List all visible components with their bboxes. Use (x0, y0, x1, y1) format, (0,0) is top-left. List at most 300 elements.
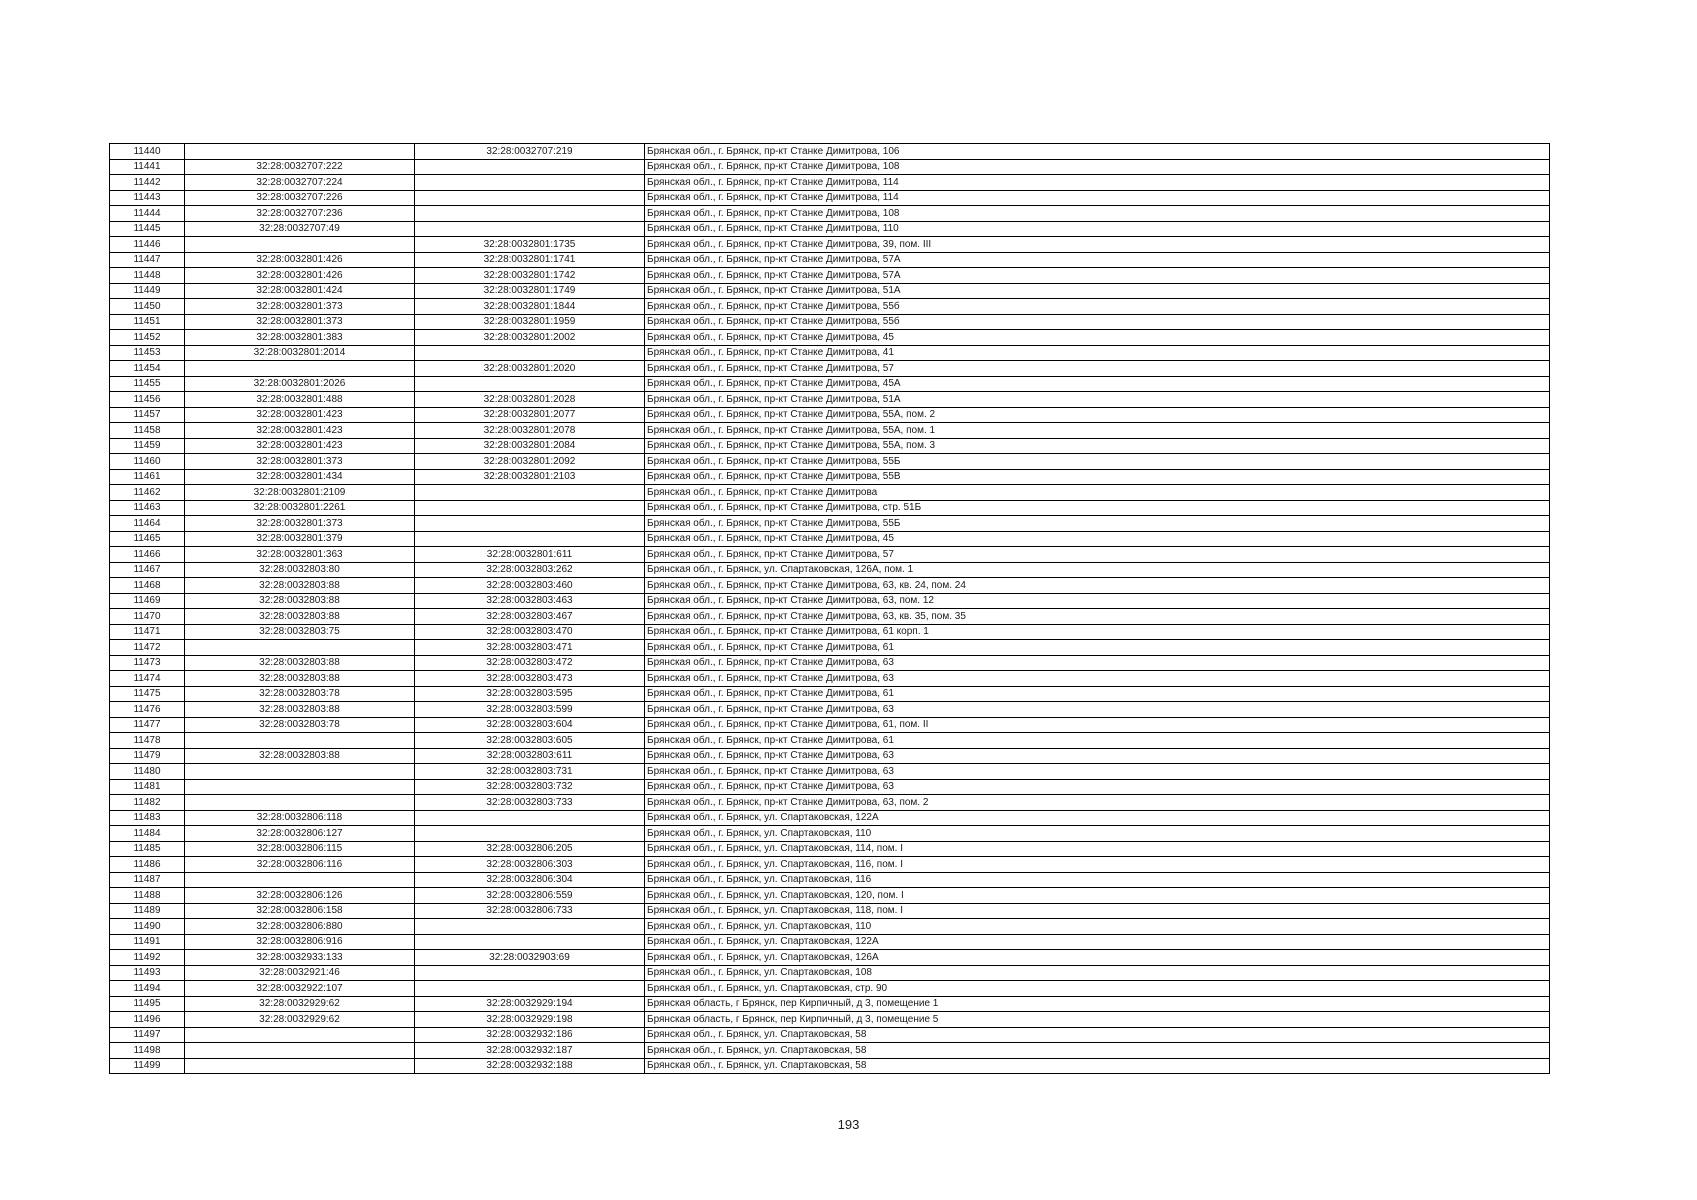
address-cell: Брянская обл., г. Брянск, пр-кт Станке Димитрова, 51А (645, 392, 1550, 408)
object-cadastral-number-cell (415, 531, 645, 547)
address-cell: Брянская обл., г. Брянск, пр-кт Станке Димитрова, 63 (645, 748, 1550, 764)
cadastral-number-cell (185, 237, 415, 253)
address-cell: Брянская обл., г. Брянск, ул. Спартаковская, 126А (645, 950, 1550, 966)
object-cadastral-number-cell: 32:28:0032903:69 (415, 950, 645, 966)
object-cadastral-number-cell: 32:28:0032932:187 (415, 1043, 645, 1059)
object-cadastral-number-cell: 32:28:0032803:611 (415, 748, 645, 764)
row-number-cell: 11448 (110, 268, 185, 284)
cadastral-number-cell: 32:28:0032806:115 (185, 841, 415, 857)
cadastral-number-cell (185, 1043, 415, 1059)
table-row (110, 671, 1550, 687)
page-number: 193 (837, 1117, 860, 1132)
cadastral-number-cell: 32:28:0032803:78 (185, 686, 415, 702)
row-number-cell: 11490 (110, 919, 185, 935)
table-row (110, 841, 1550, 857)
row-number-cell: 11498 (110, 1043, 185, 1059)
cadastral-number-cell (185, 764, 415, 780)
cadastral-number-cell: 32:28:0032929:62 (185, 996, 415, 1012)
address-cell: Брянская обл., г. Брянск, пр-кт Станке Димитрова, 45 (645, 330, 1550, 346)
address-cell: Брянская обл., г. Брянск, пр-кт Станке Димитрова, 63, пом. 12 (645, 593, 1550, 609)
row-number-cell: 11489 (110, 903, 185, 919)
object-cadastral-number-cell (415, 485, 645, 501)
object-cadastral-number-cell: 32:28:0032801:2077 (415, 407, 645, 423)
address-cell: Брянская обл., г. Брянск, пр-кт Станке Димитрова, 114 (645, 190, 1550, 206)
address-cell: Брянская обл., г. Брянск, ул. Спартаковская, 114, пом. I (645, 841, 1550, 857)
row-number-cell: 11475 (110, 686, 185, 702)
cadastral-number-cell: 32:28:0032801:423 (185, 423, 415, 439)
row-number-cell: 11488 (110, 888, 185, 904)
address-cell: Брянская обл., г. Брянск, ул. Спартаковская, 58 (645, 1043, 1550, 1059)
address-cell: Брянская обл., г. Брянск, ул. Спартаковская, 116, пом. I (645, 857, 1550, 873)
row-number-cell: 11465 (110, 531, 185, 547)
object-cadastral-number-cell (415, 190, 645, 206)
row-number-cell: 11442 (110, 175, 185, 191)
table-row (110, 376, 1550, 392)
registry-table (109, 143, 1550, 1074)
table-row (110, 252, 1550, 268)
row-number-cell: 11487 (110, 872, 185, 888)
object-cadastral-number-cell: 32:28:0032801:1959 (415, 314, 645, 330)
table-row (110, 578, 1550, 594)
object-cadastral-number-cell: 32:28:0032801:2078 (415, 423, 645, 439)
table-row (110, 407, 1550, 423)
table-row (110, 826, 1550, 842)
address-cell: Брянская обл., г. Брянск, пр-кт Станке Димитрова, 57А (645, 252, 1550, 268)
cadastral-number-cell: 32:28:0032707:226 (185, 190, 415, 206)
row-number-cell: 11457 (110, 407, 185, 423)
cadastral-number-cell: 32:28:0032801:424 (185, 283, 415, 299)
row-number-cell: 11450 (110, 299, 185, 315)
table-row (110, 996, 1550, 1012)
address-cell: Брянская обл., г. Брянск, пр-кт Станке Димитрова (645, 485, 1550, 501)
table-row (110, 454, 1550, 470)
address-cell: Брянская обл., г. Брянск, пр-кт Станке Димитрова, 63 (645, 779, 1550, 795)
table-row (110, 779, 1550, 795)
table-row (110, 469, 1550, 485)
table-row (110, 361, 1550, 377)
cadastral-number-cell: 32:28:0032803:75 (185, 624, 415, 640)
table-row (110, 423, 1550, 439)
table-row (110, 903, 1550, 919)
cadastral-number-cell: 32:28:0032806:127 (185, 826, 415, 842)
address-cell: Брянская обл., г. Брянск, пр-кт Станке Димитрова, 55А, пом. 2 (645, 407, 1550, 423)
address-cell: Брянская обл., г. Брянск, пр-кт Станке Димитрова, 63 (645, 702, 1550, 718)
cadastral-number-cell (185, 361, 415, 377)
cadastral-number-cell: 32:28:0032707:224 (185, 175, 415, 191)
registry-table-body (110, 144, 1550, 1074)
row-number-cell: 11478 (110, 733, 185, 749)
object-cadastral-number-cell: 32:28:0032803:595 (415, 686, 645, 702)
object-cadastral-number-cell: 32:28:0032801:2084 (415, 438, 645, 454)
object-cadastral-number-cell: 32:28:0032803:460 (415, 578, 645, 594)
row-number-cell: 11482 (110, 795, 185, 811)
row-number-cell: 11476 (110, 702, 185, 718)
address-cell: Брянская обл., г. Брянск, пр-кт Станке Димитрова, 55А, пом. 1 (645, 423, 1550, 439)
address-cell: Брянская обл., г. Брянск, пр-кт Станке Димитрова, 55Б (645, 454, 1550, 470)
table-row (110, 655, 1550, 671)
table-row (110, 950, 1550, 966)
object-cadastral-number-cell: 32:28:0032803:473 (415, 671, 645, 687)
address-cell: Брянская обл., г. Брянск, пр-кт Станке Димитрова, 63 (645, 655, 1550, 671)
object-cadastral-number-cell (415, 826, 645, 842)
address-cell: Брянская обл., г. Брянск, ул. Спартаковская, 120, пом. I (645, 888, 1550, 904)
object-cadastral-number-cell (415, 206, 645, 222)
table-row (110, 175, 1550, 191)
object-cadastral-number-cell: 32:28:0032806:205 (415, 841, 645, 857)
row-number-cell: 11485 (110, 841, 185, 857)
address-cell: Брянская обл., г. Брянск, пр-кт Станке Димитрова, 57А (645, 268, 1550, 284)
object-cadastral-number-cell: 32:28:0032803:463 (415, 593, 645, 609)
cadastral-number-cell: 32:28:0032801:373 (185, 314, 415, 330)
table-row (110, 872, 1550, 888)
cadastral-number-cell: 32:28:0032803:88 (185, 609, 415, 625)
row-number-cell: 11494 (110, 981, 185, 997)
row-number-cell: 11459 (110, 438, 185, 454)
cadastral-number-cell: 32:28:0032801:426 (185, 268, 415, 284)
address-cell: Брянская обл., г. Брянск, ул. Спартаковская, 58 (645, 1058, 1550, 1074)
row-number-cell: 11461 (110, 469, 185, 485)
row-number-cell: 11466 (110, 547, 185, 563)
cadastral-number-cell (185, 144, 415, 160)
table-row (110, 221, 1550, 237)
row-number-cell: 11462 (110, 485, 185, 501)
row-number-cell: 11453 (110, 345, 185, 361)
row-number-cell: 11468 (110, 578, 185, 594)
cadastral-number-cell: 32:28:0032801:2014 (185, 345, 415, 361)
row-number-cell: 11495 (110, 996, 185, 1012)
table-row (110, 237, 1550, 253)
table-row (110, 686, 1550, 702)
table-row (110, 392, 1550, 408)
row-number-cell: 11472 (110, 640, 185, 656)
cadastral-number-cell: 32:28:0032806:116 (185, 857, 415, 873)
row-number-cell: 11456 (110, 392, 185, 408)
cadastral-number-cell: 32:28:0032707:49 (185, 221, 415, 237)
address-cell: Брянская обл., г. Брянск, пр-кт Станке Димитрова, 55Б (645, 516, 1550, 532)
row-number-cell: 11481 (110, 779, 185, 795)
table-row (110, 144, 1550, 160)
row-number-cell: 11446 (110, 237, 185, 253)
table-row (110, 888, 1550, 904)
object-cadastral-number-cell: 32:28:0032806:304 (415, 872, 645, 888)
object-cadastral-number-cell: 32:28:0032801:2092 (415, 454, 645, 470)
address-cell: Брянская обл., г. Брянск, ул. Спартаковская, 110 (645, 919, 1550, 935)
object-cadastral-number-cell: 32:28:0032806:303 (415, 857, 645, 873)
cadastral-number-cell: 32:28:0032803:88 (185, 655, 415, 671)
address-cell: Брянская обл., г. Брянск, пр-кт Станке Димитрова, 57 (645, 547, 1550, 563)
object-cadastral-number-cell: 32:28:0032803:732 (415, 779, 645, 795)
address-cell: Брянская обл., г. Брянск, пр-кт Станке Димитрова, 57 (645, 361, 1550, 377)
object-cadastral-number-cell: 32:28:0032932:186 (415, 1027, 645, 1043)
cadastral-number-cell (185, 779, 415, 795)
row-number-cell: 11467 (110, 562, 185, 578)
row-number-cell: 11449 (110, 283, 185, 299)
cadastral-number-cell: 32:28:0032801:2109 (185, 485, 415, 501)
object-cadastral-number-cell: 32:28:0032801:2020 (415, 361, 645, 377)
table-row (110, 733, 1550, 749)
cadastral-number-cell: 32:28:0032707:222 (185, 159, 415, 175)
row-number-cell: 11445 (110, 221, 185, 237)
cadastral-number-cell: 32:28:0032806:118 (185, 810, 415, 826)
cadastral-number-cell (185, 1027, 415, 1043)
cadastral-number-cell: 32:28:0032801:423 (185, 407, 415, 423)
object-cadastral-number-cell (415, 175, 645, 191)
row-number-cell: 11451 (110, 314, 185, 330)
cadastral-number-cell (185, 1058, 415, 1074)
object-cadastral-number-cell: 32:28:0032803:467 (415, 609, 645, 625)
row-number-cell: 11471 (110, 624, 185, 640)
object-cadastral-number-cell: 32:28:0032803:731 (415, 764, 645, 780)
row-number-cell: 11497 (110, 1027, 185, 1043)
cadastral-number-cell: 32:28:0032801:2026 (185, 376, 415, 392)
object-cadastral-number-cell: 32:28:0032929:198 (415, 1012, 645, 1028)
table-row (110, 345, 1550, 361)
row-number-cell: 11473 (110, 655, 185, 671)
table-row (110, 934, 1550, 950)
cadastral-number-cell: 32:28:0032803:88 (185, 578, 415, 594)
cadastral-number-cell: 32:28:0032933:133 (185, 950, 415, 966)
address-cell: Брянская обл., г. Брянск, пр-кт Станке Димитрова, 55б (645, 314, 1550, 330)
cadastral-number-cell: 32:28:0032806:126 (185, 888, 415, 904)
table-row (110, 562, 1550, 578)
object-cadastral-number-cell (415, 810, 645, 826)
object-cadastral-number-cell: 32:28:0032929:194 (415, 996, 645, 1012)
object-cadastral-number-cell: 32:28:0032801:1844 (415, 299, 645, 315)
row-number-cell: 11484 (110, 826, 185, 842)
object-cadastral-number-cell (415, 981, 645, 997)
address-cell: Брянская обл., г. Брянск, ул. Спартаковская, 122А (645, 934, 1550, 950)
address-cell: Брянская обл., г. Брянск, ул. Спартаковская, 122А (645, 810, 1550, 826)
address-cell: Брянская обл., г. Брянск, пр-кт Станке Димитрова, 39, пом. III (645, 237, 1550, 253)
row-number-cell: 11499 (110, 1058, 185, 1074)
address-cell: Брянская область, г Брянск, пер Кирпичный, д 3, помещение 1 (645, 996, 1550, 1012)
row-number-cell: 11474 (110, 671, 185, 687)
address-cell: Брянская обл., г. Брянск, пр-кт Станке Димитрова, 61 (645, 686, 1550, 702)
table-row (110, 609, 1550, 625)
address-cell: Брянская обл., г. Брянск, пр-кт Станке Димитрова, 61, пом. II (645, 717, 1550, 733)
row-number-cell: 11452 (110, 330, 185, 346)
address-cell: Брянская обл., г. Брянск, пр-кт Станке Димитрова, 45А (645, 376, 1550, 392)
object-cadastral-number-cell: 32:28:0032806:733 (415, 903, 645, 919)
object-cadastral-number-cell: 32:28:0032803:262 (415, 562, 645, 578)
row-number-cell: 11479 (110, 748, 185, 764)
cadastral-number-cell: 32:28:0032803:88 (185, 593, 415, 609)
cadastral-number-cell: 32:28:0032803:78 (185, 717, 415, 733)
table-row (110, 438, 1550, 454)
table-row (110, 299, 1550, 315)
table-row (110, 981, 1550, 997)
row-number-cell: 11477 (110, 717, 185, 733)
address-cell: Брянская обл., г. Брянск, пр-кт Станке Димитрова, 110 (645, 221, 1550, 237)
object-cadastral-number-cell (415, 965, 645, 981)
table-row (110, 500, 1550, 516)
row-number-cell: 11483 (110, 810, 185, 826)
address-cell: Брянская обл., г. Брянск, пр-кт Станке Димитрова, 114 (645, 175, 1550, 191)
table-row (110, 531, 1550, 547)
object-cadastral-number-cell: 32:28:0032803:470 (415, 624, 645, 640)
cadastral-number-cell: 32:28:0032801:373 (185, 516, 415, 532)
cadastral-number-cell: 32:28:0032806:880 (185, 919, 415, 935)
row-number-cell: 11480 (110, 764, 185, 780)
row-number-cell: 11454 (110, 361, 185, 377)
object-cadastral-number-cell: 32:28:0032806:559 (415, 888, 645, 904)
table-row (110, 1058, 1550, 1074)
object-cadastral-number-cell: 32:28:0032803:604 (415, 717, 645, 733)
object-cadastral-number-cell: 32:28:0032803:599 (415, 702, 645, 718)
object-cadastral-number-cell (415, 376, 645, 392)
object-cadastral-number-cell: 32:28:0032801:1742 (415, 268, 645, 284)
address-cell: Брянская обл., г. Брянск, ул. Спартаковская, 108 (645, 965, 1550, 981)
cadastral-number-cell: 32:28:0032922:107 (185, 981, 415, 997)
table-row (110, 1027, 1550, 1043)
table-row (110, 1043, 1550, 1059)
object-cadastral-number-cell: 32:28:0032803:733 (415, 795, 645, 811)
object-cadastral-number-cell: 32:28:0032801:1735 (415, 237, 645, 253)
table-row (110, 748, 1550, 764)
address-cell: Брянская обл., г. Брянск, ул. Спартаковская, 58 (645, 1027, 1550, 1043)
object-cadastral-number-cell: 32:28:0032801:2002 (415, 330, 645, 346)
table-row (110, 330, 1550, 346)
object-cadastral-number-cell: 32:28:0032707:219 (415, 144, 645, 160)
object-cadastral-number-cell: 32:28:0032801:2103 (415, 469, 645, 485)
address-cell: Брянская обл., г. Брянск, пр-кт Станке Димитрова, 63, кв. 35, пом. 35 (645, 609, 1550, 625)
table-row (110, 717, 1550, 733)
cadastral-number-cell: 32:28:0032803:88 (185, 702, 415, 718)
table-row (110, 702, 1550, 718)
row-number-cell: 11493 (110, 965, 185, 981)
row-number-cell: 11440 (110, 144, 185, 160)
object-cadastral-number-cell: 32:28:0032932:188 (415, 1058, 645, 1074)
table-row (110, 1012, 1550, 1028)
table-row (110, 314, 1550, 330)
table-row (110, 795, 1550, 811)
table-row (110, 640, 1550, 656)
table-row (110, 516, 1550, 532)
cadastral-number-cell: 32:28:0032801:2261 (185, 500, 415, 516)
row-number-cell: 11443 (110, 190, 185, 206)
table-row (110, 857, 1550, 873)
address-cell: Брянская обл., г. Брянск, пр-кт Станке Димитрова, 106 (645, 144, 1550, 160)
object-cadastral-number-cell: 32:28:0032803:471 (415, 640, 645, 656)
row-number-cell: 11460 (110, 454, 185, 470)
row-number-cell: 11486 (110, 857, 185, 873)
table-row (110, 268, 1550, 284)
table-row (110, 283, 1550, 299)
row-number-cell: 11470 (110, 609, 185, 625)
cadastral-number-cell: 32:28:0032806:916 (185, 934, 415, 950)
object-cadastral-number-cell (415, 345, 645, 361)
address-cell: Брянская обл., г. Брянск, пр-кт Станке Димитрова, 108 (645, 159, 1550, 175)
address-cell: Брянская обл., г. Брянск, пр-кт Станке Димитрова, 108 (645, 206, 1550, 222)
object-cadastral-number-cell (415, 159, 645, 175)
cadastral-number-cell (185, 733, 415, 749)
address-cell: Брянская обл., г. Брянск, пр-кт Станке Димитрова, 55А, пом. 3 (645, 438, 1550, 454)
object-cadastral-number-cell (415, 919, 645, 935)
row-number-cell: 11455 (110, 376, 185, 392)
row-number-cell: 11458 (110, 423, 185, 439)
cadastral-number-cell (185, 640, 415, 656)
address-cell: Брянская обл., г. Брянск, пр-кт Станке Димитрова, 61 (645, 733, 1550, 749)
address-cell: Брянская обл., г. Брянск, ул. Спартаковская, 118, пом. I (645, 903, 1550, 919)
address-cell: Брянская обл., г. Брянск, пр-кт Станке Димитрова, 55б (645, 299, 1550, 315)
address-cell: Брянская обл., г. Брянск, пр-кт Станке Димитрова, 55В (645, 469, 1550, 485)
address-cell: Брянская обл., г. Брянск, пр-кт Станке Димитрова, 63 (645, 671, 1550, 687)
row-number-cell: 11447 (110, 252, 185, 268)
table-row (110, 547, 1550, 563)
address-cell: Брянская обл., г. Брянск, ул. Спартаковская, 126А, пом. 1 (645, 562, 1550, 578)
address-cell: Брянская обл., г. Брянск, ул. Спартаковская, 116 (645, 872, 1550, 888)
cadastral-number-cell (185, 872, 415, 888)
cadastral-number-cell: 32:28:0032806:158 (185, 903, 415, 919)
address-cell: Брянская обл., г. Брянск, пр-кт Станке Димитрова, 61 корп. 1 (645, 624, 1550, 640)
cadastral-number-cell: 32:28:0032921:46 (185, 965, 415, 981)
object-cadastral-number-cell: 32:28:0032803:472 (415, 655, 645, 671)
cadastral-number-cell: 32:28:0032801:363 (185, 547, 415, 563)
address-cell: Брянская обл., г. Брянск, пр-кт Станке Димитрова, 63, пом. 2 (645, 795, 1550, 811)
address-cell: Брянская обл., г. Брянск, пр-кт Станке Димитрова, 41 (645, 345, 1550, 361)
cadastral-number-cell (185, 795, 415, 811)
row-number-cell: 11491 (110, 934, 185, 950)
cadastral-number-cell: 32:28:0032801:426 (185, 252, 415, 268)
cadastral-number-cell: 32:28:0032801:373 (185, 454, 415, 470)
row-number-cell: 11441 (110, 159, 185, 175)
table-row (110, 624, 1550, 640)
object-cadastral-number-cell (415, 221, 645, 237)
row-number-cell: 11469 (110, 593, 185, 609)
cadastral-number-cell: 32:28:0032707:236 (185, 206, 415, 222)
address-cell: Брянская обл., г. Брянск, пр-кт Станке Димитрова, 63, кв. 24, пом. 24 (645, 578, 1550, 594)
cadastral-number-cell: 32:28:0032801:379 (185, 531, 415, 547)
address-cell: Брянская обл., г. Брянск, пр-кт Станке Димитрова, 51А (645, 283, 1550, 299)
cadastral-number-cell: 32:28:0032801:423 (185, 438, 415, 454)
object-cadastral-number-cell (415, 934, 645, 950)
table-row (110, 965, 1550, 981)
row-number-cell: 11464 (110, 516, 185, 532)
object-cadastral-number-cell (415, 516, 645, 532)
row-number-cell: 11444 (110, 206, 185, 222)
row-number-cell: 11496 (110, 1012, 185, 1028)
address-cell: Брянская обл., г. Брянск, ул. Спартаковская, 110 (645, 826, 1550, 842)
object-cadastral-number-cell (415, 500, 645, 516)
table-row (110, 919, 1550, 935)
table-row (110, 810, 1550, 826)
object-cadastral-number-cell: 32:28:0032803:605 (415, 733, 645, 749)
table-row (110, 159, 1550, 175)
object-cadastral-number-cell: 32:28:0032801:1741 (415, 252, 645, 268)
cadastral-number-cell: 32:28:0032803:88 (185, 748, 415, 764)
object-cadastral-number-cell: 32:28:0032801:611 (415, 547, 645, 563)
table-row (110, 206, 1550, 222)
address-cell: Брянская обл., г. Брянск, пр-кт Станке Димитрова, 45 (645, 531, 1550, 547)
row-number-cell: 11492 (110, 950, 185, 966)
address-cell: Брянская обл., г. Брянск, пр-кт Станке Димитрова, стр. 51Б (645, 500, 1550, 516)
table-row (110, 485, 1550, 501)
address-cell: Брянская обл., г. Брянск, ул. Спартаковская, стр. 90 (645, 981, 1550, 997)
cadastral-number-cell: 32:28:0032801:488 (185, 392, 415, 408)
table-row (110, 764, 1550, 780)
address-cell: Брянская обл., г. Брянск, пр-кт Станке Димитрова, 63 (645, 764, 1550, 780)
cadastral-number-cell: 32:28:0032801:434 (185, 469, 415, 485)
cadastral-number-cell: 32:28:0032801:383 (185, 330, 415, 346)
cadastral-number-cell: 32:28:0032929:62 (185, 1012, 415, 1028)
object-cadastral-number-cell: 32:28:0032801:1749 (415, 283, 645, 299)
address-cell: Брянская обл., г. Брянск, пр-кт Станке Димитрова, 61 (645, 640, 1550, 656)
object-cadastral-number-cell: 32:28:0032801:2028 (415, 392, 645, 408)
table-row (110, 593, 1550, 609)
table-row (110, 190, 1550, 206)
cadastral-number-cell: 32:28:0032803:88 (185, 671, 415, 687)
cadastral-number-cell: 32:28:0032801:373 (185, 299, 415, 315)
